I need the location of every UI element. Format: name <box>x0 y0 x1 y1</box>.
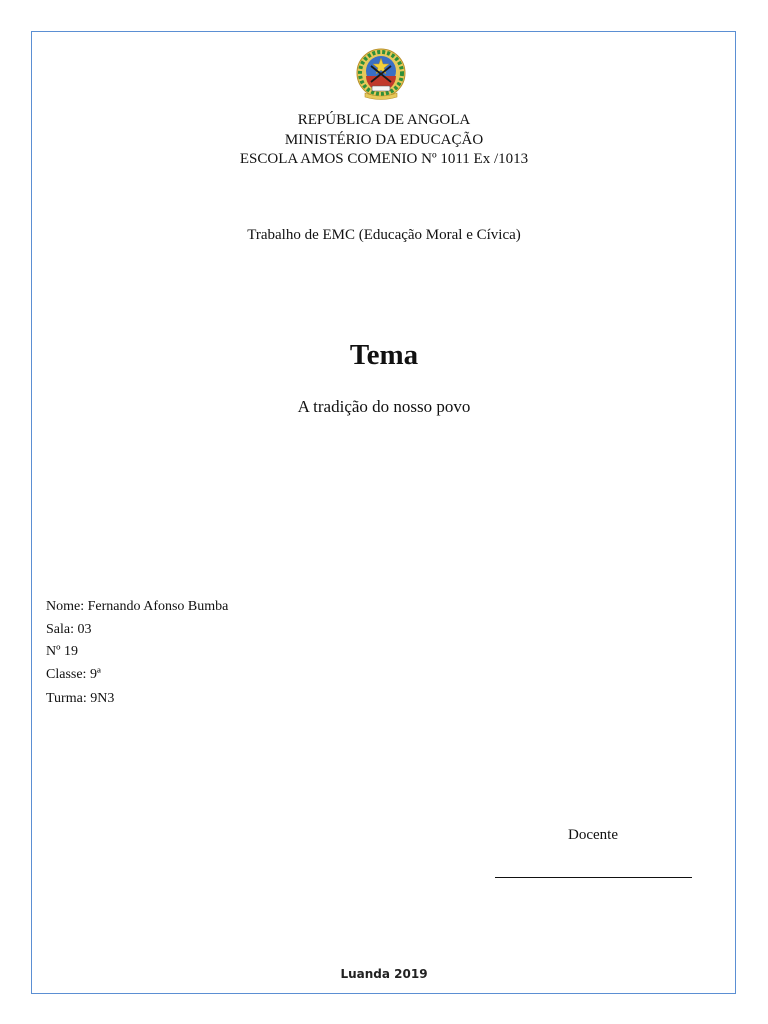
tema-text: A tradição do nosso povo <box>297 397 471 416</box>
page-border <box>31 31 736 994</box>
header-country: REPÚBLICA DE ANGOLA <box>297 112 471 128</box>
footer-place-date: Luanda 2019 <box>340 967 428 981</box>
student-number: Nº 19 <box>46 644 78 659</box>
student-group: Turma: 9N3 <box>46 691 115 706</box>
header-school: ESCOLA AMOS COMENIO Nº 1011 Ex /1013 <box>239 151 529 167</box>
angola-coat-of-arms-icon <box>352 46 410 104</box>
student-name: Nome: Fernando Afonso Bumba <box>46 599 229 614</box>
student-room: Sala: 03 <box>46 622 92 637</box>
header-ministry: MINISTÉRIO DA EDUCAÇÃO <box>284 132 484 148</box>
tema-heading: Tema <box>349 339 419 371</box>
signature-line <box>495 877 692 878</box>
subject-title: Trabalho de EMC (Educação Moral e Cívica) <box>247 227 521 243</box>
docente-label: Docente <box>568 827 618 843</box>
student-class: Classe: 9ª <box>46 667 101 682</box>
